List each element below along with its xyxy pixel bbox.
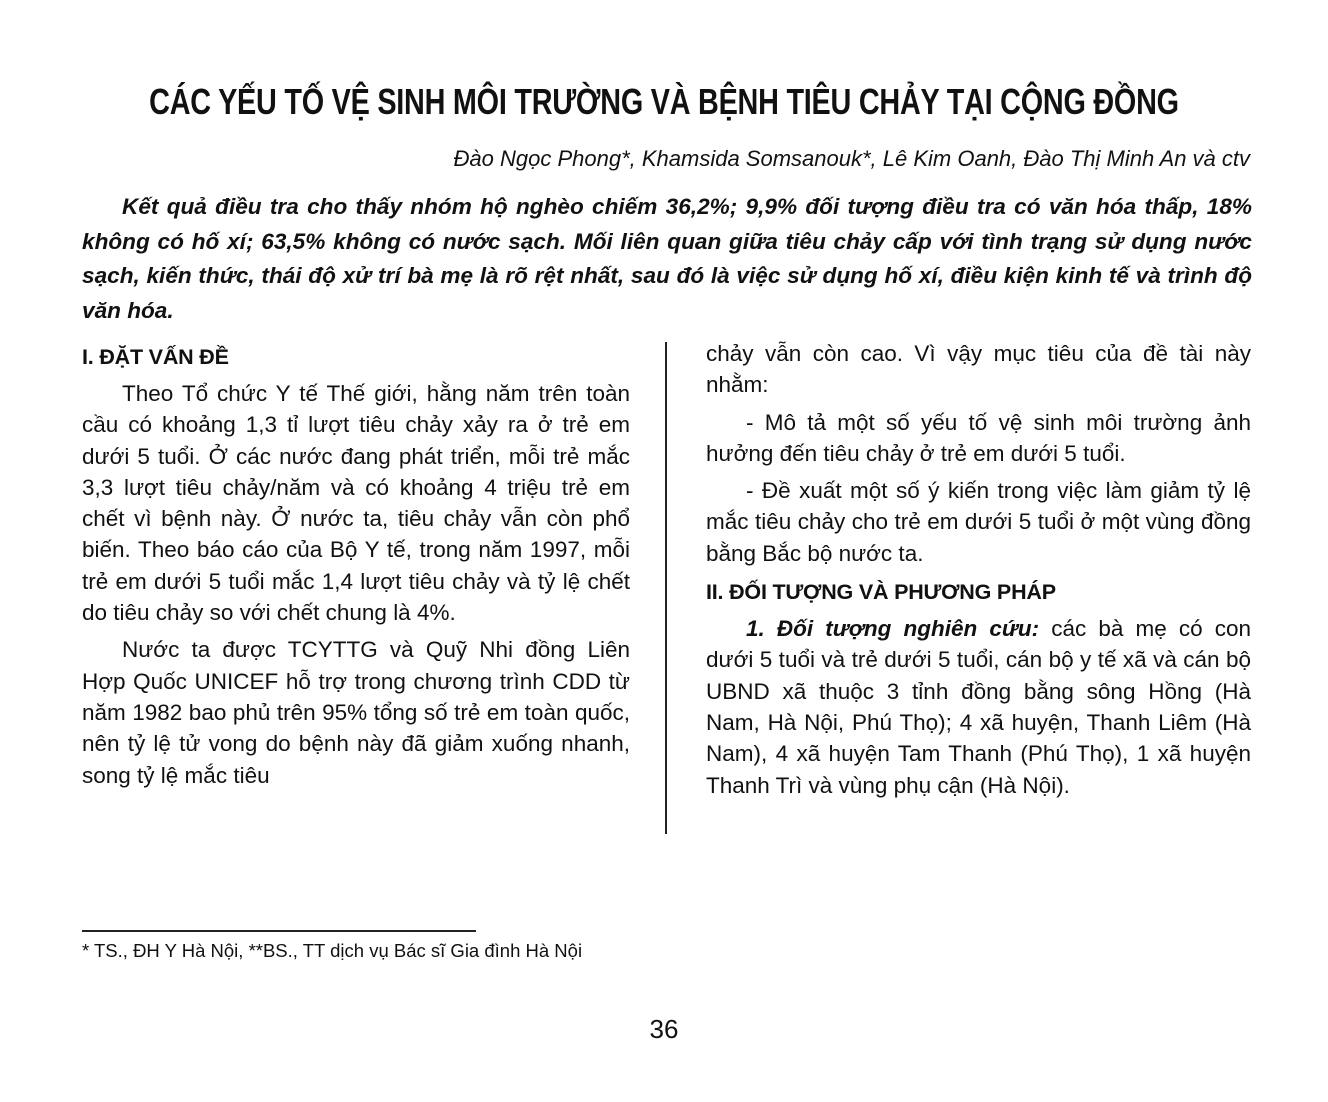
study-subjects-text: các bà mẹ có con dưới 5 tuổi và trẻ dưới 5 tuổi, cán bộ y tế xã và cán bộ UBND xã thuộc 3 tỉnh đồng bằng sông Hồng (Hà Nam, Hà Nội, Phú Thọ); 4 xã huyện, Thanh Liêm (Hà Nam), 4 xã huyện Tam Thanh (Phú Thọ), 1 xã huyện Thanh Trì và vùng phụ cận (Hà Nội). [706,616,1252,798]
column-divider [665,342,667,834]
introduction-paragraph-1: Theo Tổ chức Y tế Thế giới, hằng năm trên toàn cầu có khoảng 1,3 tỉ lượt tiêu chảy xảy ra ở trẻ em dưới 5 tuổi. Ở các nước đang phát triển, mỗi trẻ mắc 3,3 lượt tiêu chảy/năm và có khoảng 4 triệu trẻ em chết vì bệnh này. Ở nước ta, tiêu chảy vẫn còn phổ biến. Theo báo cáo của Bộ Y tế, trong năm 1997, mỗi trẻ em dưới 5 tuổi mắc 1,4 lượt tiêu chảy và tỷ lệ chết do tiêu chảy so với chết chung là 4%. [82,381,630,626]
methods-paragraph-1 [706,613,1251,801]
article-title: CÁC YẾU TỐ VỆ SINH MÔI TRƯỜNG VÀ BỆNH TIÊU CHẢY TẠI CỘNG ĐỒNG [149,81,1179,122]
introduction-paragraph-2: Nước ta được TCYTTG và Quỹ Nhi đồng Liên Hợp Quốc UNICEF hỗ trợ trong chương trình CDD từ năm 1982 bao phủ trên 95% tổng số trẻ em toàn quốc, nên tỷ lệ tử vong do bệnh này đã giảm xuống nhanh, song tỷ lệ mắc tiêu [82,637,630,788]
section-heading-methods: II. ĐỐI TƯỢNG VÀ PHƯƠNG PHÁP [706,580,1056,605]
objective-1: - Mô tả một số yếu tố vệ sinh môi trường ảnh hưởng đến tiêu chảy ở trẻ em dưới 5 tuổi. [706,409,1251,466]
objective-2: - Đề xuất một số ý kiến trong việc làm giảm tỷ lệ mắc tiêu chảy cho trẻ em dưới 5 tuổi ở một vùng đồng bằng Bắc bộ nước ta. [706,478,1251,566]
footnote: * TS., ĐH Y Hà Nội, **BS., TT dịch vụ Bác sĩ Gia đình Hà Nội [82,940,583,961]
footnote-rule [82,930,476,932]
introduction-paragraph-3: chảy vẫn còn cao. Vì vậy mục tiêu của đề tài này nhằm: [706,341,1251,398]
page-number: 36 [649,1014,679,1044]
abstract: Kết quả điều tra cho thấy nhóm hộ nghèo chiếm 36,2%; 9,9% đối tượng điều tra có văn hóa thấp, 18% không có hố xí; 63,5% không có nước sạch. Mối liên quan giữa tiêu chảy cấp với tình trạng sử dụng nước sạch, kiến thức, thái độ xử trí bà mẹ là rõ rệt nhất, sau đó là việc sử dụng hố xí, điều kiện kinh tế và trình độ văn hóa. [82,194,1252,323]
right-column [706,338,1251,807]
author-list: Đào Ngọc Phong*, Khamsida Somsanouk*, Lê Kim Oanh, Đào Thị Minh An và ctv [453,146,1250,171]
left-column [82,340,630,797]
section-heading-introduction: I. ĐẶT VẤN ĐỀ [82,345,229,369]
subheading-study-subjects: 1. Đối tượng nghiên cứu: [746,616,1040,642]
